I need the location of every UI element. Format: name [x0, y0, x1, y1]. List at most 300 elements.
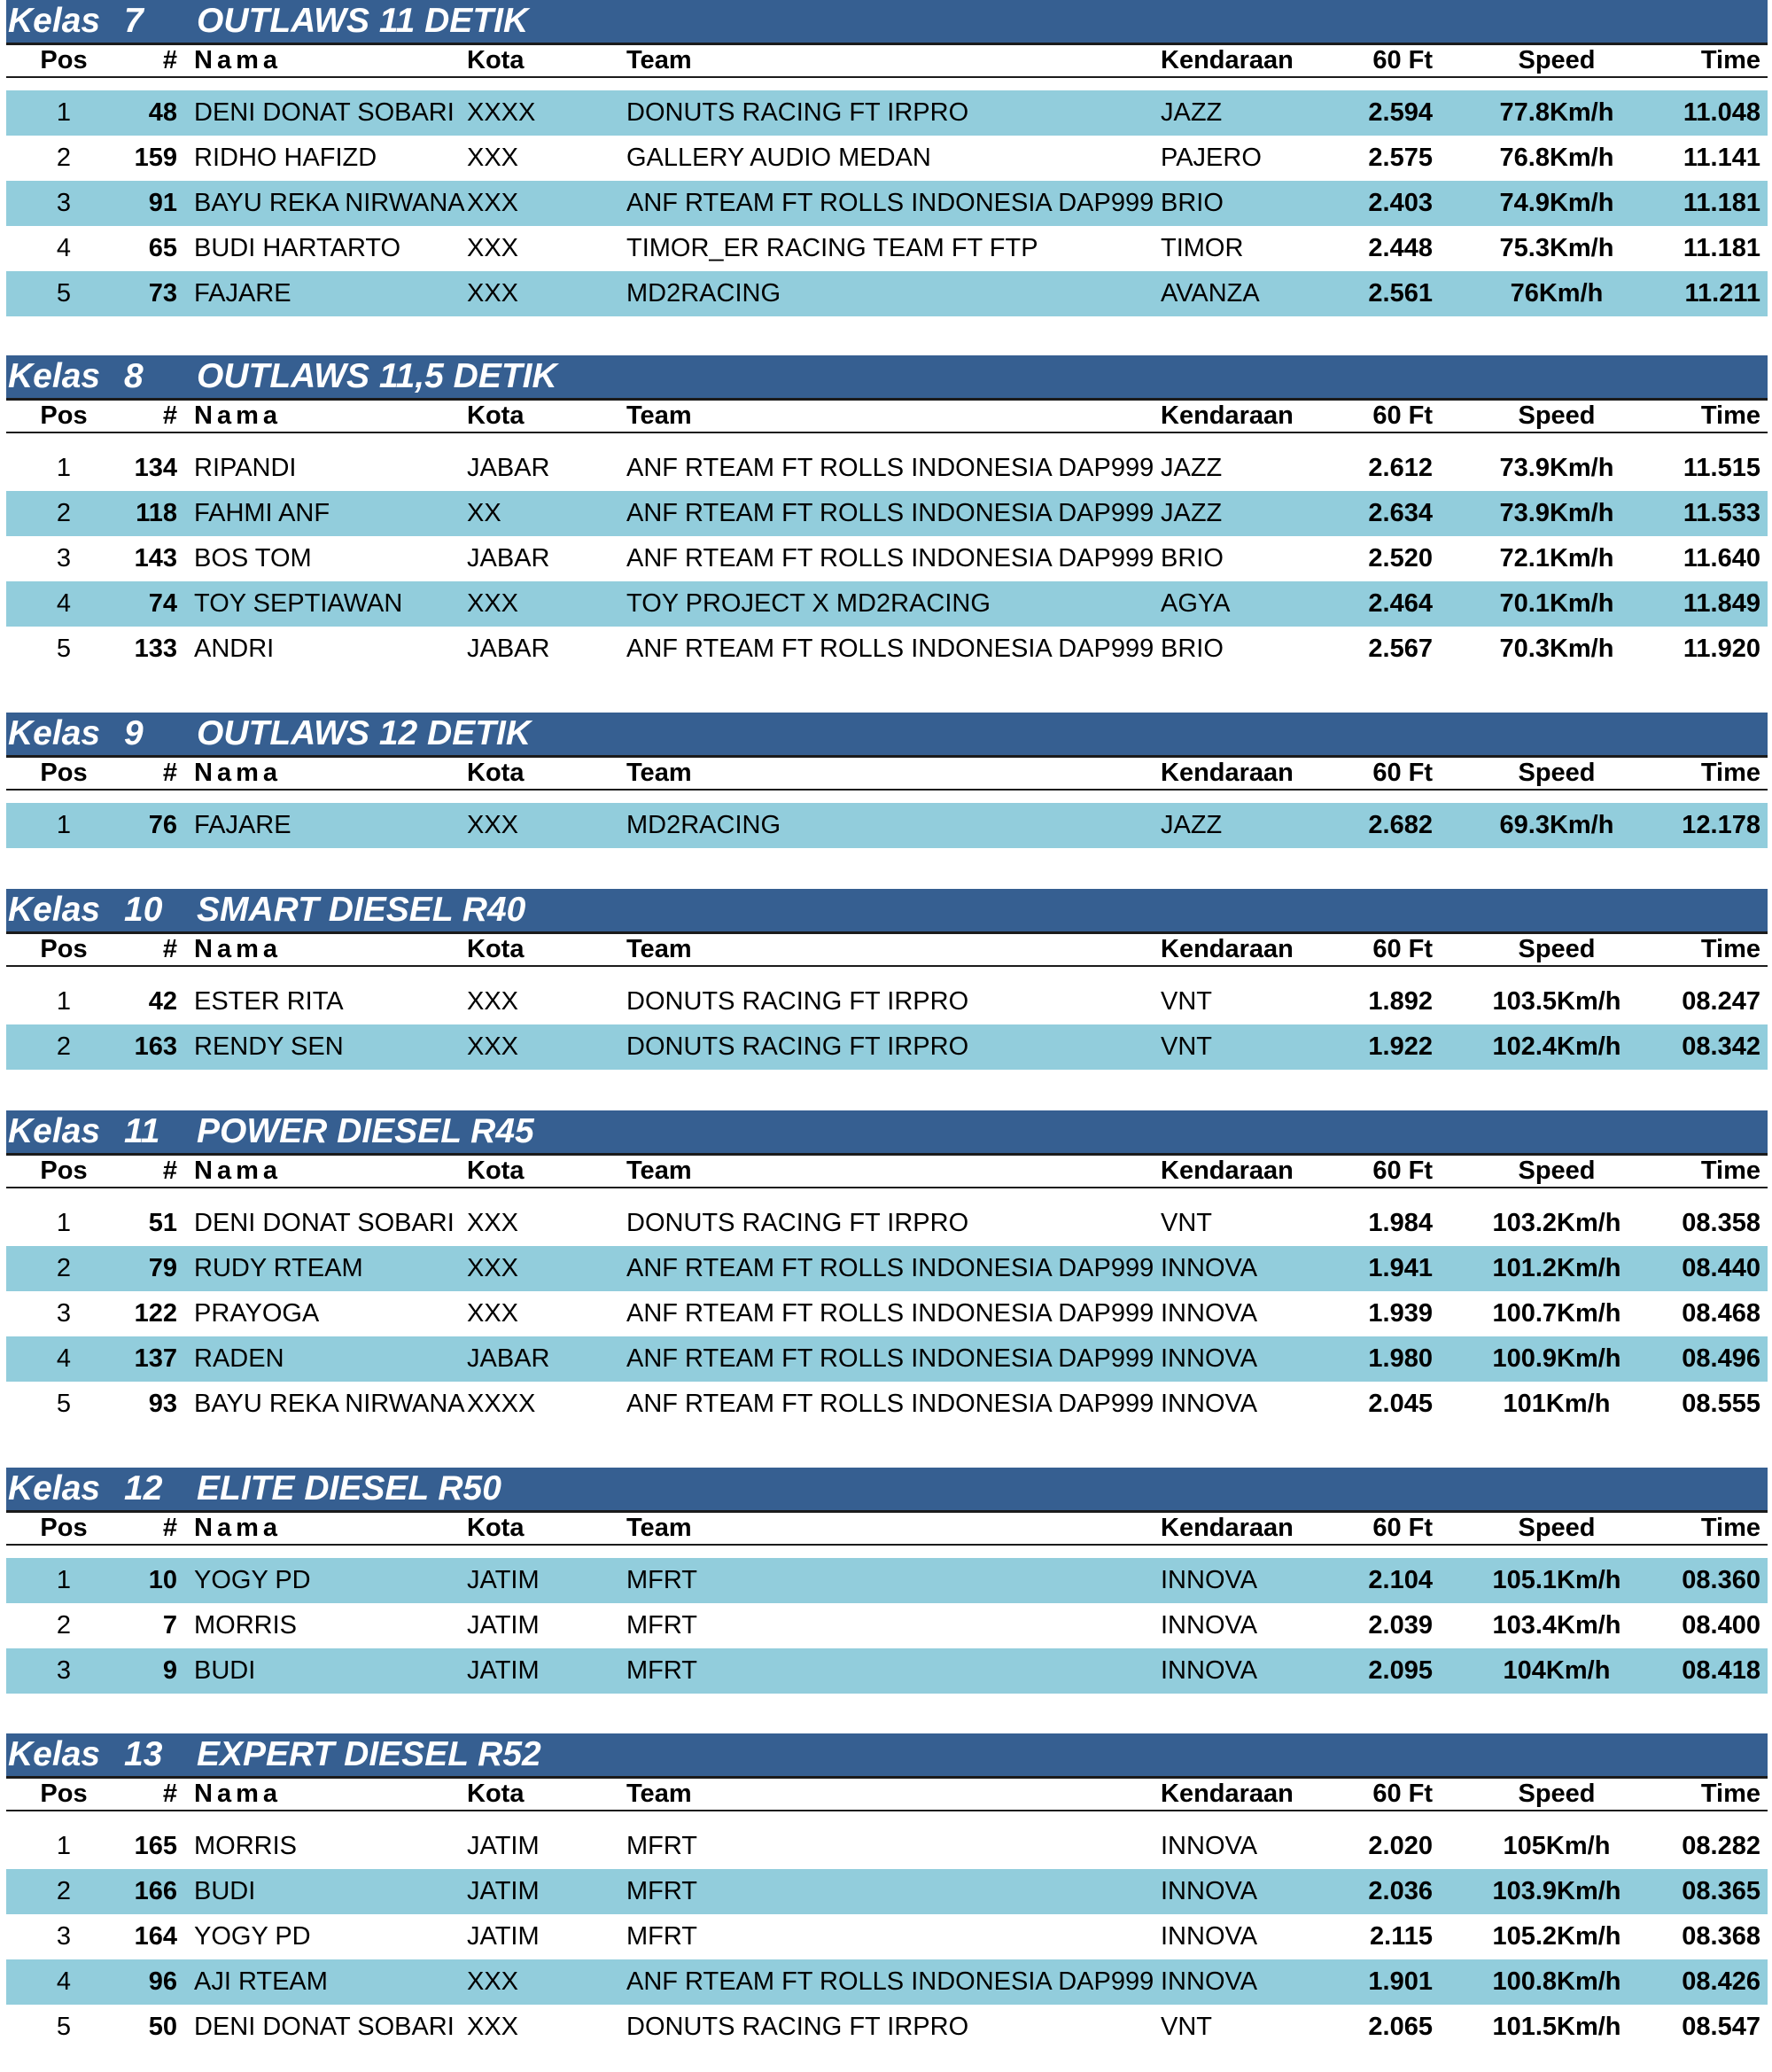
- class-section: [6, 0, 1768, 316]
- cell-number: 163: [134, 1032, 177, 1061]
- header-60ft: 60 Ft: [1372, 935, 1433, 963]
- cell-number: 164: [134, 1922, 177, 1951]
- cell-nama: RENDY SEN: [194, 1032, 344, 1061]
- cell-kendaraan: BRIO: [1161, 544, 1224, 573]
- cell-kendaraan: AVANZA: [1161, 279, 1260, 308]
- table-header: [6, 934, 1768, 965]
- class-label: Kelas: [8, 891, 101, 929]
- cell-team: ANF RTEAM FT ROLLS INDONESIA DAP999: [626, 1299, 1154, 1328]
- cell-pos: 4: [56, 1344, 72, 1373]
- cell-kendaraan: BRIO: [1161, 635, 1224, 663]
- cell-time: 11.181: [1683, 234, 1760, 262]
- table-row: [6, 136, 1768, 181]
- cell-kendaraan: INNOVA: [1161, 1566, 1258, 1594]
- class-banner: [6, 0, 1768, 43]
- header-pos: Pos: [40, 46, 88, 74]
- header-kota: Kota: [467, 46, 525, 74]
- cell-number: 42: [148, 987, 177, 1016]
- header-kendaraan: Kendaraan: [1161, 401, 1294, 430]
- cell-time: 08.368: [1682, 1922, 1760, 1951]
- header-team: Team: [626, 759, 692, 787]
- class-title: POWER DIESEL R45: [197, 1112, 534, 1150]
- header-60ft: 60 Ft: [1372, 1514, 1433, 1542]
- cell-kota: XXXX: [467, 98, 536, 127]
- cell-time: 11.181: [1683, 189, 1760, 217]
- cell-pos: 3: [56, 1299, 72, 1328]
- header-nama: Nama: [194, 401, 282, 430]
- cell-kota: XXXX: [467, 1390, 536, 1418]
- table-header: [6, 401, 1768, 432]
- header-time: Time: [1700, 46, 1760, 74]
- cell-team: ANF RTEAM FT ROLLS INDONESIA DAP999: [626, 544, 1154, 573]
- header-team: Team: [626, 46, 692, 74]
- cell-kendaraan: VNT: [1161, 2013, 1212, 2041]
- cell-60ft: 1.901: [1368, 1967, 1433, 1996]
- header-team: Team: [626, 935, 692, 963]
- cell-number: 93: [148, 1390, 177, 1418]
- table-row: [6, 181, 1768, 226]
- cell-kendaraan: JAZZ: [1161, 811, 1223, 839]
- header-speed: Speed: [1518, 46, 1596, 74]
- cell-time: 08.360: [1682, 1566, 1760, 1594]
- cell-time: 11.533: [1683, 499, 1760, 527]
- table-row: [6, 536, 1768, 581]
- header-number: #: [162, 46, 177, 74]
- cell-nama: MORRIS: [194, 1832, 297, 1860]
- cell-number: 137: [134, 1344, 177, 1373]
- results-rows: [6, 1188, 1768, 1427]
- cell-pos: 2: [56, 1254, 72, 1282]
- header-kendaraan: Kendaraan: [1161, 46, 1294, 74]
- cell-kota: JATIM: [467, 1922, 540, 1951]
- cell-pos: 1: [56, 987, 72, 1016]
- cell-number: 118: [136, 499, 177, 527]
- class-section: [6, 889, 1768, 1070]
- cell-speed: 100.7Km/h: [1492, 1299, 1621, 1328]
- cell-speed: 102.4Km/h: [1492, 1032, 1621, 1061]
- cell-speed: 76Km/h: [1510, 279, 1604, 308]
- class-banner: [6, 713, 1768, 755]
- cell-nama: BUDI: [194, 1656, 256, 1685]
- class-banner: [6, 1110, 1768, 1153]
- cell-kota: JABAR: [467, 1344, 550, 1373]
- header-kendaraan: Kendaraan: [1161, 1157, 1294, 1185]
- results-rows: [6, 1546, 1768, 1694]
- header-time: Time: [1700, 401, 1760, 430]
- cell-nama: AJI RTEAM: [194, 1967, 328, 1996]
- cell-time: 12.178: [1682, 811, 1760, 839]
- class-title: ELITE DIESEL R50: [197, 1469, 501, 1507]
- header-nama: Nama: [194, 935, 282, 963]
- cell-team: DONUTS RACING FT IRPRO: [626, 98, 969, 127]
- header-pos: Pos: [40, 401, 88, 430]
- cell-time: 11.211: [1684, 279, 1760, 308]
- cell-team: MD2RACING: [626, 811, 781, 839]
- header-kendaraan: Kendaraan: [1161, 1780, 1294, 1808]
- table-row: [6, 2005, 1768, 2050]
- header-pos: Pos: [40, 1514, 88, 1542]
- cell-pos: 2: [56, 144, 72, 172]
- cell-60ft: 2.612: [1368, 454, 1433, 482]
- cell-kendaraan: INNOVA: [1161, 1344, 1258, 1373]
- cell-60ft: 2.039: [1368, 1611, 1433, 1640]
- header-team: Team: [626, 1780, 692, 1808]
- cell-team: MFRT: [626, 1611, 698, 1640]
- cell-kendaraan: INNOVA: [1161, 1390, 1258, 1418]
- cell-kota: XXX: [467, 234, 519, 262]
- header-kota: Kota: [467, 1514, 525, 1542]
- class-number: 13: [124, 1735, 163, 1773]
- cell-60ft: 1.892: [1368, 987, 1433, 1016]
- class-label: Kelas: [8, 1469, 101, 1507]
- cell-number: 76: [148, 811, 177, 839]
- header-kota: Kota: [467, 401, 525, 430]
- results-rows: [6, 1811, 1768, 2050]
- header-speed: Speed: [1518, 1514, 1596, 1542]
- cell-pos: 4: [56, 589, 72, 618]
- class-banner: [6, 1733, 1768, 1776]
- cell-pos: 5: [56, 635, 72, 663]
- cell-speed: 77.8Km/h: [1499, 98, 1614, 127]
- class-label: Kelas: [8, 2, 101, 40]
- cell-nama: BOS TOM: [194, 544, 312, 573]
- cell-pos: 3: [56, 1656, 72, 1685]
- cell-kendaraan: VNT: [1161, 987, 1212, 1016]
- cell-time: 08.358: [1682, 1209, 1760, 1237]
- class-section: [6, 713, 1768, 848]
- class-number: 12: [124, 1469, 163, 1507]
- cell-speed: 103.4Km/h: [1492, 1611, 1621, 1640]
- table-header: [6, 758, 1768, 789]
- cell-time: 08.440: [1682, 1254, 1760, 1282]
- cell-nama: ANDRI: [194, 635, 275, 663]
- cell-speed: 72.1Km/h: [1499, 544, 1614, 573]
- cell-60ft: 2.104: [1368, 1566, 1433, 1594]
- cell-60ft: 2.403: [1368, 189, 1433, 217]
- class-number: 11: [124, 1112, 160, 1150]
- results-rows: [6, 791, 1768, 848]
- cell-nama: BUDI: [194, 1877, 256, 1905]
- cell-speed: 73.9Km/h: [1499, 499, 1614, 527]
- cell-60ft: 2.567: [1368, 635, 1433, 663]
- cell-team: MFRT: [626, 1877, 698, 1905]
- class-number: 8: [124, 357, 144, 395]
- cell-team: ANF RTEAM FT ROLLS INDONESIA DAP999: [626, 454, 1154, 482]
- cell-team: ANF RTEAM FT ROLLS INDONESIA DAP999: [626, 1967, 1154, 1996]
- cell-nama: DENI DONAT SOBARI: [194, 2013, 455, 2041]
- cell-nama: TOY SEPTIAWAN: [194, 589, 403, 618]
- cell-kota: XXX: [467, 811, 519, 839]
- cell-pos: 3: [56, 189, 72, 217]
- cell-kota: JATIM: [467, 1656, 540, 1685]
- cell-time: 08.365: [1682, 1877, 1760, 1905]
- cell-pos: 1: [56, 1832, 72, 1860]
- cell-time: 08.400: [1682, 1611, 1760, 1640]
- header-nama: Nama: [194, 46, 282, 74]
- cell-speed: 100.8Km/h: [1492, 1967, 1621, 1996]
- cell-60ft: 2.575: [1368, 144, 1433, 172]
- cell-kendaraan: JAZZ: [1161, 499, 1223, 527]
- cell-speed: 70.1Km/h: [1499, 589, 1614, 618]
- cell-pos: 2: [56, 1032, 72, 1061]
- header-pos: Pos: [40, 935, 88, 963]
- class-title: OUTLAWS 12 DETIK: [197, 714, 532, 752]
- header-pos: Pos: [40, 1780, 88, 1808]
- header-kota: Kota: [467, 759, 525, 787]
- table-row: [6, 271, 1768, 316]
- cell-time: 08.282: [1682, 1832, 1760, 1860]
- cell-nama: RADEN: [194, 1344, 284, 1373]
- cell-number: 50: [148, 2013, 177, 2041]
- cell-number: 133: [134, 635, 177, 663]
- cell-number: 96: [148, 1967, 177, 1996]
- cell-kendaraan: INNOVA: [1161, 1254, 1258, 1282]
- cell-60ft: 2.045: [1368, 1390, 1433, 1418]
- cell-number: 10: [148, 1566, 177, 1594]
- cell-kota: XXX: [467, 1254, 519, 1282]
- header-time: Time: [1700, 759, 1760, 787]
- table-row: [6, 1914, 1768, 1959]
- cell-60ft: 2.464: [1368, 589, 1433, 618]
- table-row: [6, 1246, 1768, 1291]
- header-number: #: [162, 401, 177, 430]
- header-speed: Speed: [1518, 935, 1596, 963]
- header-60ft: 60 Ft: [1372, 401, 1433, 430]
- header-kendaraan: Kendaraan: [1161, 935, 1294, 963]
- cell-kota: JATIM: [467, 1877, 540, 1905]
- class-label: Kelas: [8, 357, 101, 395]
- cell-number: 166: [134, 1877, 177, 1905]
- cell-number: 65: [148, 234, 177, 262]
- cell-speed: 101.5Km/h: [1492, 2013, 1621, 2041]
- class-number: 7: [124, 2, 144, 40]
- header-nama: Nama: [194, 1514, 282, 1542]
- cell-team: DONUTS RACING FT IRPRO: [626, 1032, 969, 1061]
- cell-kendaraan: JAZZ: [1161, 98, 1223, 127]
- table-row: [6, 1558, 1768, 1603]
- header-team: Team: [626, 1157, 692, 1185]
- class-section: [6, 355, 1768, 672]
- cell-nama: PRAYOGA: [194, 1299, 320, 1328]
- header-time: Time: [1700, 1780, 1760, 1808]
- cell-team: GALLERY AUDIO MEDAN: [626, 144, 931, 172]
- cell-time: 08.496: [1682, 1344, 1760, 1373]
- cell-60ft: 2.036: [1368, 1877, 1433, 1905]
- cell-60ft: 1.941: [1368, 1254, 1433, 1282]
- table-row: [6, 1201, 1768, 1246]
- table-row: [6, 1959, 1768, 2005]
- class-number: 10: [124, 891, 163, 929]
- class-label: Kelas: [8, 1735, 101, 1773]
- header-kendaraan: Kendaraan: [1161, 759, 1294, 787]
- cell-60ft: 1.984: [1368, 1209, 1433, 1237]
- cell-nama: BAYU REKA NIRWANA: [194, 189, 465, 217]
- cell-kota: XXX: [467, 1209, 519, 1237]
- table-header: [6, 1779, 1768, 1810]
- cell-kendaraan: VNT: [1161, 1209, 1212, 1237]
- cell-kota: XX: [467, 499, 501, 527]
- table-row: [6, 491, 1768, 536]
- class-label: Kelas: [8, 1112, 101, 1150]
- cell-speed: 69.3Km/h: [1499, 811, 1614, 839]
- cell-60ft: 1.939: [1368, 1299, 1433, 1328]
- cell-speed: 70.3Km/h: [1499, 635, 1614, 663]
- table-row: [6, 1824, 1768, 1869]
- cell-kota: JATIM: [467, 1611, 540, 1640]
- cell-speed: 76.8Km/h: [1499, 144, 1614, 172]
- header-time: Time: [1700, 935, 1760, 963]
- cell-team: DONUTS RACING FT IRPRO: [626, 987, 969, 1016]
- cell-kota: JATIM: [467, 1566, 540, 1594]
- cell-time: 11.048: [1683, 98, 1760, 127]
- table-row: [6, 627, 1768, 672]
- cell-60ft: 2.020: [1368, 1832, 1433, 1860]
- cell-speed: 73.9Km/h: [1499, 454, 1614, 482]
- table-row: [6, 1869, 1768, 1914]
- class-title: OUTLAWS 11 DETIK: [197, 2, 529, 40]
- header-kendaraan: Kendaraan: [1161, 1514, 1294, 1542]
- class-label: Kelas: [8, 714, 101, 752]
- cell-kendaraan: INNOVA: [1161, 1877, 1258, 1905]
- header-number: #: [162, 1157, 177, 1185]
- cell-time: 08.468: [1682, 1299, 1760, 1328]
- cell-speed: 104Km/h: [1503, 1656, 1611, 1685]
- table-row: [6, 90, 1768, 136]
- cell-kota: JABAR: [467, 544, 550, 573]
- cell-kota: XXX: [467, 279, 519, 308]
- cell-team: MFRT: [626, 1566, 698, 1594]
- cell-time: 08.426: [1682, 1967, 1760, 1996]
- cell-nama: BUDI HARTARTO: [194, 234, 401, 262]
- header-60ft: 60 Ft: [1372, 46, 1433, 74]
- cell-nama: RUDY RTEAM: [194, 1254, 363, 1282]
- cell-time: 08.247: [1682, 987, 1760, 1016]
- header-speed: Speed: [1518, 759, 1596, 787]
- header-kota: Kota: [467, 935, 525, 963]
- cell-team: ANF RTEAM FT ROLLS INDONESIA DAP999: [626, 1344, 1154, 1373]
- cell-number: 159: [134, 144, 177, 172]
- cell-pos: 1: [56, 454, 72, 482]
- cell-nama: BAYU REKA NIRWANA: [194, 1390, 465, 1418]
- cell-nama: ESTER RITA: [194, 987, 344, 1016]
- cell-kendaraan: JAZZ: [1161, 454, 1223, 482]
- cell-kendaraan: INNOVA: [1161, 1832, 1258, 1860]
- cell-number: 122: [134, 1299, 177, 1328]
- class-title: SMART DIESEL R40: [197, 891, 526, 929]
- header-60ft: 60 Ft: [1372, 759, 1433, 787]
- header-team: Team: [626, 401, 692, 430]
- cell-kendaraan: INNOVA: [1161, 1656, 1258, 1685]
- cell-speed: 105Km/h: [1503, 1832, 1611, 1860]
- cell-time: 11.141: [1683, 144, 1760, 172]
- cell-kendaraan: AGYA: [1161, 589, 1231, 618]
- cell-kota: JABAR: [467, 454, 550, 482]
- cell-speed: 100.9Km/h: [1492, 1344, 1621, 1373]
- cell-nama: RIDHO HAFIZD: [194, 144, 377, 172]
- cell-kendaraan: VNT: [1161, 1032, 1212, 1061]
- class-banner: [6, 355, 1768, 398]
- cell-pos: 5: [56, 279, 72, 308]
- cell-60ft: 2.682: [1368, 811, 1433, 839]
- cell-number: 73: [148, 279, 177, 308]
- class-section: [6, 1733, 1768, 2050]
- class-banner: [6, 889, 1768, 931]
- header-speed: Speed: [1518, 1780, 1596, 1808]
- cell-kota: XXX: [467, 1967, 519, 1996]
- cell-kota: JABAR: [467, 635, 550, 663]
- cell-number: 7: [162, 1611, 177, 1640]
- cell-team: TIMOR_ER RACING TEAM FT FTP: [626, 234, 1038, 262]
- class-banner: [6, 1468, 1768, 1510]
- cell-kota: XXX: [467, 2013, 519, 2041]
- results-rows: [6, 967, 1768, 1070]
- table-header: [6, 45, 1768, 76]
- cell-team: ANF RTEAM FT ROLLS INDONESIA DAP999: [626, 1390, 1154, 1418]
- cell-nama: YOGY PD: [194, 1566, 311, 1594]
- cell-number: 48: [148, 98, 177, 127]
- cell-nama: FAJARE: [194, 811, 291, 839]
- cell-time: 11.849: [1683, 589, 1760, 618]
- cell-speed: 74.9Km/h: [1499, 189, 1614, 217]
- cell-pos: 3: [56, 1922, 72, 1951]
- table-row: [6, 226, 1768, 271]
- cell-number: 51: [148, 1209, 177, 1237]
- cell-number: 143: [134, 544, 177, 573]
- cell-60ft: 2.065: [1368, 2013, 1433, 2041]
- cell-time: 11.920: [1683, 635, 1760, 663]
- cell-speed: 101Km/h: [1503, 1390, 1611, 1418]
- results-rows: [6, 78, 1768, 316]
- table-row: [6, 446, 1768, 491]
- table-header: [6, 1513, 1768, 1544]
- cell-kendaraan: INNOVA: [1161, 1922, 1258, 1951]
- header-pos: Pos: [40, 759, 88, 787]
- class-title: OUTLAWS 11,5 DETIK: [197, 357, 557, 395]
- cell-team: DONUTS RACING FT IRPRO: [626, 2013, 969, 2041]
- cell-nama: MORRIS: [194, 1611, 297, 1640]
- cell-kota: XXX: [467, 1032, 519, 1061]
- cell-speed: 103.9Km/h: [1492, 1877, 1621, 1905]
- cell-team: ANF RTEAM FT ROLLS INDONESIA DAP999: [626, 635, 1154, 663]
- cell-60ft: 2.561: [1368, 279, 1433, 308]
- cell-nama: DENI DONAT SOBARI: [194, 98, 455, 127]
- header-number: #: [162, 1514, 177, 1542]
- cell-number: 74: [148, 589, 177, 618]
- cell-speed: 105.2Km/h: [1492, 1922, 1621, 1951]
- cell-kendaraan: INNOVA: [1161, 1299, 1258, 1328]
- cell-kendaraan: BRIO: [1161, 189, 1224, 217]
- header-nama: Nama: [194, 1780, 282, 1808]
- cell-pos: 1: [56, 811, 72, 839]
- cell-pos: 2: [56, 1877, 72, 1905]
- cell-kota: XXX: [467, 589, 519, 618]
- cell-time: 11.515: [1683, 454, 1760, 482]
- table-row: [6, 1648, 1768, 1694]
- header-time: Time: [1700, 1514, 1760, 1542]
- table-row: [6, 803, 1768, 848]
- cell-speed: 105.1Km/h: [1492, 1566, 1621, 1594]
- cell-60ft: 1.980: [1368, 1344, 1433, 1373]
- table-header: [6, 1156, 1768, 1187]
- cell-pos: 1: [56, 98, 72, 127]
- cell-speed: 101.2Km/h: [1492, 1254, 1621, 1282]
- results-rows: [6, 433, 1768, 672]
- table-row: [6, 979, 1768, 1024]
- header-number: #: [162, 935, 177, 963]
- cell-kendaraan: TIMOR: [1161, 234, 1244, 262]
- cell-60ft: 2.594: [1368, 98, 1433, 127]
- cell-pos: 1: [56, 1209, 72, 1237]
